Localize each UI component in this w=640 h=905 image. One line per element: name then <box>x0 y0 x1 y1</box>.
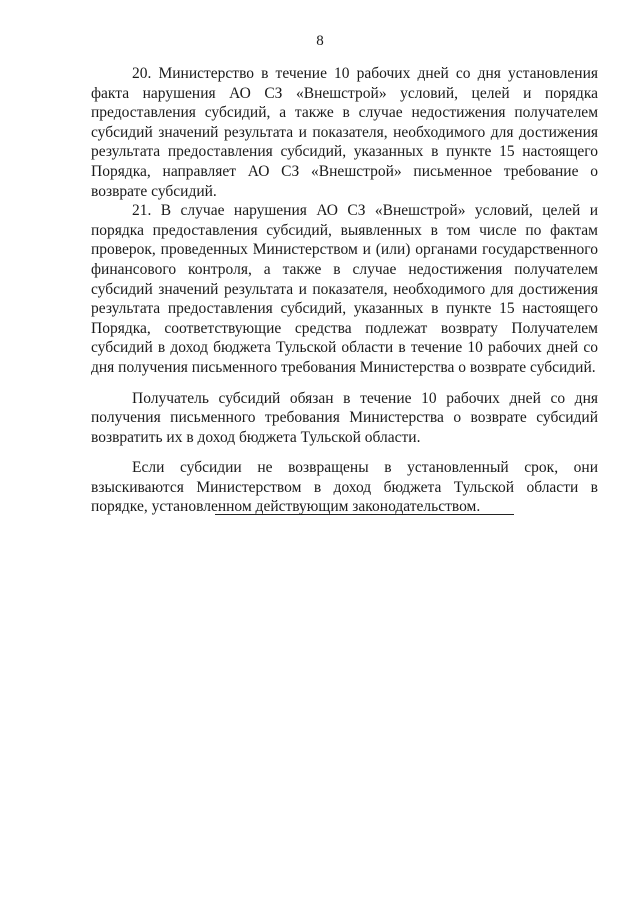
paragraph-recipient-obligation: Получатель субсидий обязан в течение 10 рабочих дней со дня получения письменного требования Министерства о возврате субсидий возвратить их в доход бюджета Тульской области. <box>91 389 598 446</box>
page-number: 8 <box>316 33 324 49</box>
paragraph-20: 20. Министерство в течение 10 рабочих дней со дня установления факта нарушения АО СЗ «Внешстрой» условий, целей и порядка предоставления субсидий, а также в случае недостижения получателем субсидий значений результата и показателя, необходимого для достижения результата предоставления субсидий, указанных в пункте 15 настоящего Порядка, направляет АО СЗ «Внешстрой» письменное требование о возврате субсидий. <box>91 65 598 200</box>
document-body <box>91 64 598 517</box>
end-rule <box>215 514 514 515</box>
paragraph-21: 21. В случае нарушения АО СЗ «Внешстрой» условий, целей и порядка предоставления субсидий, выявленных в том числе по фактам проверок, проведенных Министерством и (или) органами государственного финансового контроля, а также в случае недостижения получателем субсидий значений результата и показателя, необходимого для достижения результата предоставления субсидий, указанных в пункте 15 настоящего Порядка, соответствующие средства подлежат возврату Получателем субсидий в доход бюджета Тульской области в течение 10 рабочих дней со дня получения письменного требования Министерства о возврате субсидий. <box>91 202 598 376</box>
paragraph-recovery: Если субсидии не возвращены в установленный срок, они взыскиваются Министерством в доход бюджета Тульской области в порядке, установленном действующим законодательством. <box>91 459 598 516</box>
